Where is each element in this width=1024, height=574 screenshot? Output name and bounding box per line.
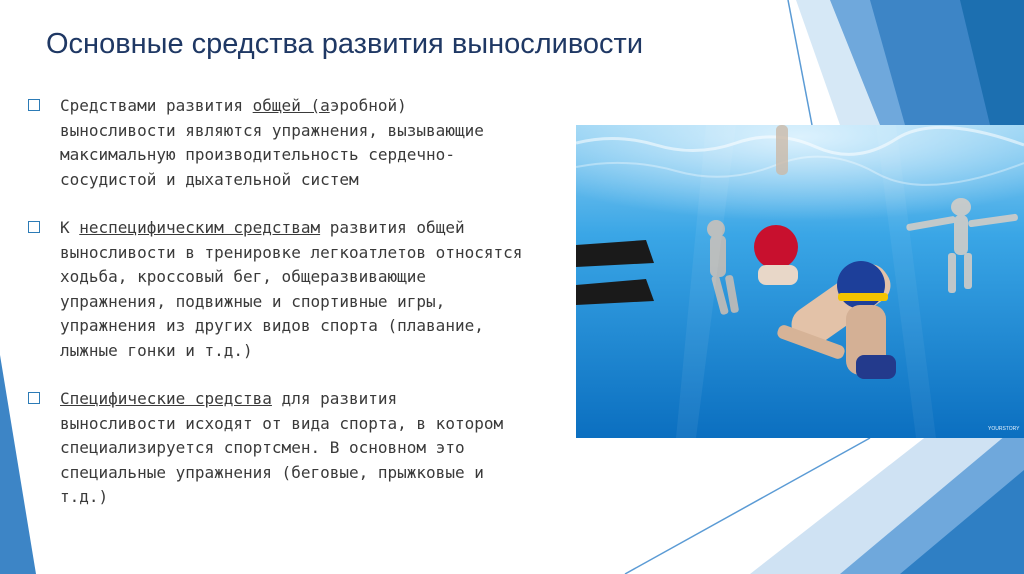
bullet-underlined-term: общей (а: [252, 96, 330, 115]
bullet-text-rest: эробной) выносливости являются упражнения, вызывающие максимальную производительность сердечно- сосудистой и дыхательной систем: [60, 96, 484, 189]
bullet-text: [60, 94, 566, 192]
bullet-underlined-term: Специфические средства: [60, 389, 272, 408]
bullet-text: [60, 216, 566, 363]
bullet-text: [60, 387, 566, 510]
bullet-text-rest: для развития выносливости исходят от вида спорта, в котором специализируется спортсмен. В основном это специальные упражнения (беговые, прыжковые и т.д.): [60, 389, 504, 506]
bullet-text-rest: развития общей выносливости в тренировке легкоатлетов относятся ходьба, кроссовый бег, общеразвивающие упражнения, подвижные и спортивные игры, упражнения из других видов спорта (плавание, лыжные гонки и т.д.): [60, 218, 523, 360]
bullet-underlined-term: неспецифическим средствам: [79, 218, 321, 237]
bullet-item-general-means: [26, 94, 566, 192]
photo-watermark: YOURSTORY: [988, 426, 1020, 432]
underwater-swimmers-photo: [576, 125, 1024, 438]
bullet-item-nonspecific-means: [26, 216, 566, 363]
bullet-list: [26, 94, 566, 534]
checkbox-bullet-icon: [28, 392, 40, 404]
checkbox-bullet-icon: [28, 99, 40, 111]
checkbox-bullet-icon: [28, 221, 40, 233]
bullet-text-start: К: [60, 218, 80, 237]
bullet-text-start: Средствами развития: [60, 96, 253, 115]
swimmer-red-cap: [754, 225, 798, 285]
swimmer-legs-top: [776, 125, 788, 175]
bullet-item-specific-means: [26, 387, 566, 510]
slide-title: Основные средства развития выносливости: [46, 28, 644, 60]
